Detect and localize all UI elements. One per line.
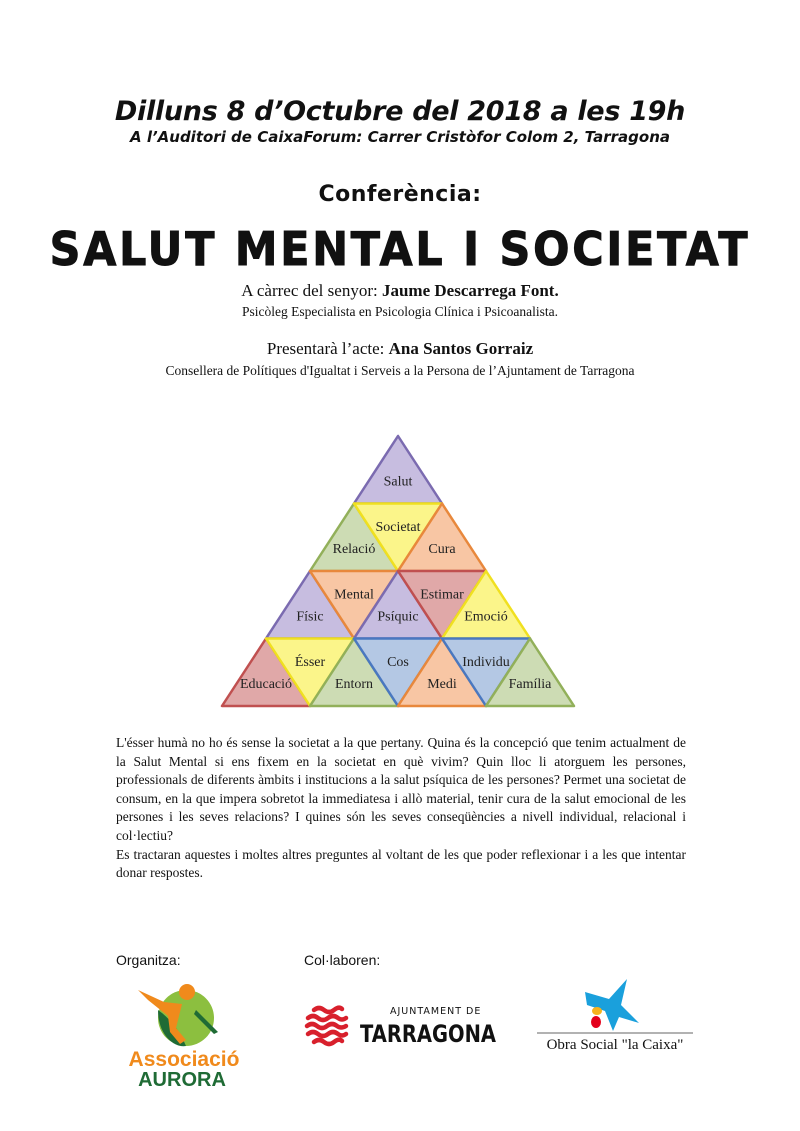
- concept-pyramid-diagram: [215, 430, 585, 715]
- caixa-red-dot: [591, 1016, 601, 1028]
- aurora-logo-line2: AURORA: [138, 1069, 226, 1091]
- pyramid-label: Estimar: [420, 587, 464, 603]
- description-text: [116, 734, 686, 883]
- obra-social-la-caixa-logo: [535, 975, 695, 1055]
- presenter-line: [0, 339, 800, 359]
- associacio-aurora-logo: [124, 980, 244, 1091]
- pyramid-label: Cura: [428, 542, 456, 558]
- aurora-figure-head: [179, 984, 195, 1000]
- pyramid-label: Físic: [296, 609, 324, 625]
- pyramid-label: Medi: [427, 677, 457, 693]
- pyramid-label: Ésser: [294, 654, 326, 670]
- speaker-prefix: A càrrec del senyor:: [241, 281, 382, 300]
- presenter-name: Ana Santos Gorraiz: [388, 339, 534, 358]
- presenter-role-wrap: [0, 361, 800, 381]
- pyramid-label: Salut: [383, 474, 413, 490]
- pyramid-label: Relació: [332, 542, 376, 558]
- pyramid-label: Cos: [387, 654, 409, 670]
- pyramid-label: Individu: [462, 654, 510, 670]
- presenter-prefix: Presentarà l’acte:: [266, 339, 389, 358]
- tarragona-logo-line1: AJUNTAMENT DE: [390, 1006, 482, 1017]
- collaborators-label: Col·laboren:: [304, 952, 381, 968]
- presenter-role: Consellera de Polítiques d'Igualtat i Serveis a la Persona de l’Ajuntament de Tarragona: [165, 363, 635, 378]
- tarragona-red-emblem: [307, 1008, 346, 1044]
- conference-label: Conferència:: [318, 182, 482, 207]
- description-paragraph-1: L'ésser humà no ho és sense la societat a la que pertany. Quina és la concepció que tenim actualment de la Salut Mental si ens fixem en la societat en què vivim? Quin lloc li atorguem les persones, professionals de diferents àmbits i institucions a la salut psíquica de les persones? Permet una societat de consum, en la que impera sobretot la immediatesa i allò material, tenir cura de la salut emocional de les persones i les seves relacions? I quines són les seves conseqüències a nivell individual, relacional i col·lectiu?: [116, 735, 686, 843]
- pyramid-label: Mental: [334, 587, 374, 603]
- speaker-line: [0, 281, 800, 301]
- pyramid-triangle: [354, 436, 442, 504]
- speaker-role: Psicòleg Especialista en Psicologia Clínica i Psicoanalista.: [241, 304, 559, 319]
- pyramid-label: Educació: [239, 677, 293, 693]
- conference-title: SALUT MENTAL I SOCIETAT: [49, 222, 751, 276]
- pyramid-label: Família: [508, 677, 552, 693]
- caixa-logo-text: Obra Social "la Caixa": [546, 1037, 684, 1053]
- ajuntament-tarragona-logo: [304, 1000, 500, 1050]
- caixa-yellow-dot: [592, 1007, 602, 1015]
- aurora-logo-line1: Associació: [128, 1048, 240, 1071]
- tarragona-logo-line2: TARRAGONA: [360, 1020, 497, 1048]
- event-date-time: Dilluns 8 d’Octubre del 2018 a les 19h: [114, 96, 686, 127]
- pyramid-label: Entorn: [334, 677, 374, 693]
- pyramid-label: Emoció: [464, 609, 508, 625]
- organizer-label: Organitza:: [116, 952, 181, 968]
- event-venue: A l’Auditori de CaixaForum: Carrer Cristòfor Colom 2, Tarragona: [129, 128, 670, 146]
- speaker-name: Jaume Descarrega Font.: [381, 281, 559, 300]
- pyramid-label: Societat: [375, 519, 421, 535]
- pyramid-label: Psíquic: [377, 609, 419, 625]
- description-paragraph-2: Es tractaran aquestes i moltes altres preguntes al voltant de les que poder reflexionar i a les que intentar donar respostes.: [116, 846, 686, 881]
